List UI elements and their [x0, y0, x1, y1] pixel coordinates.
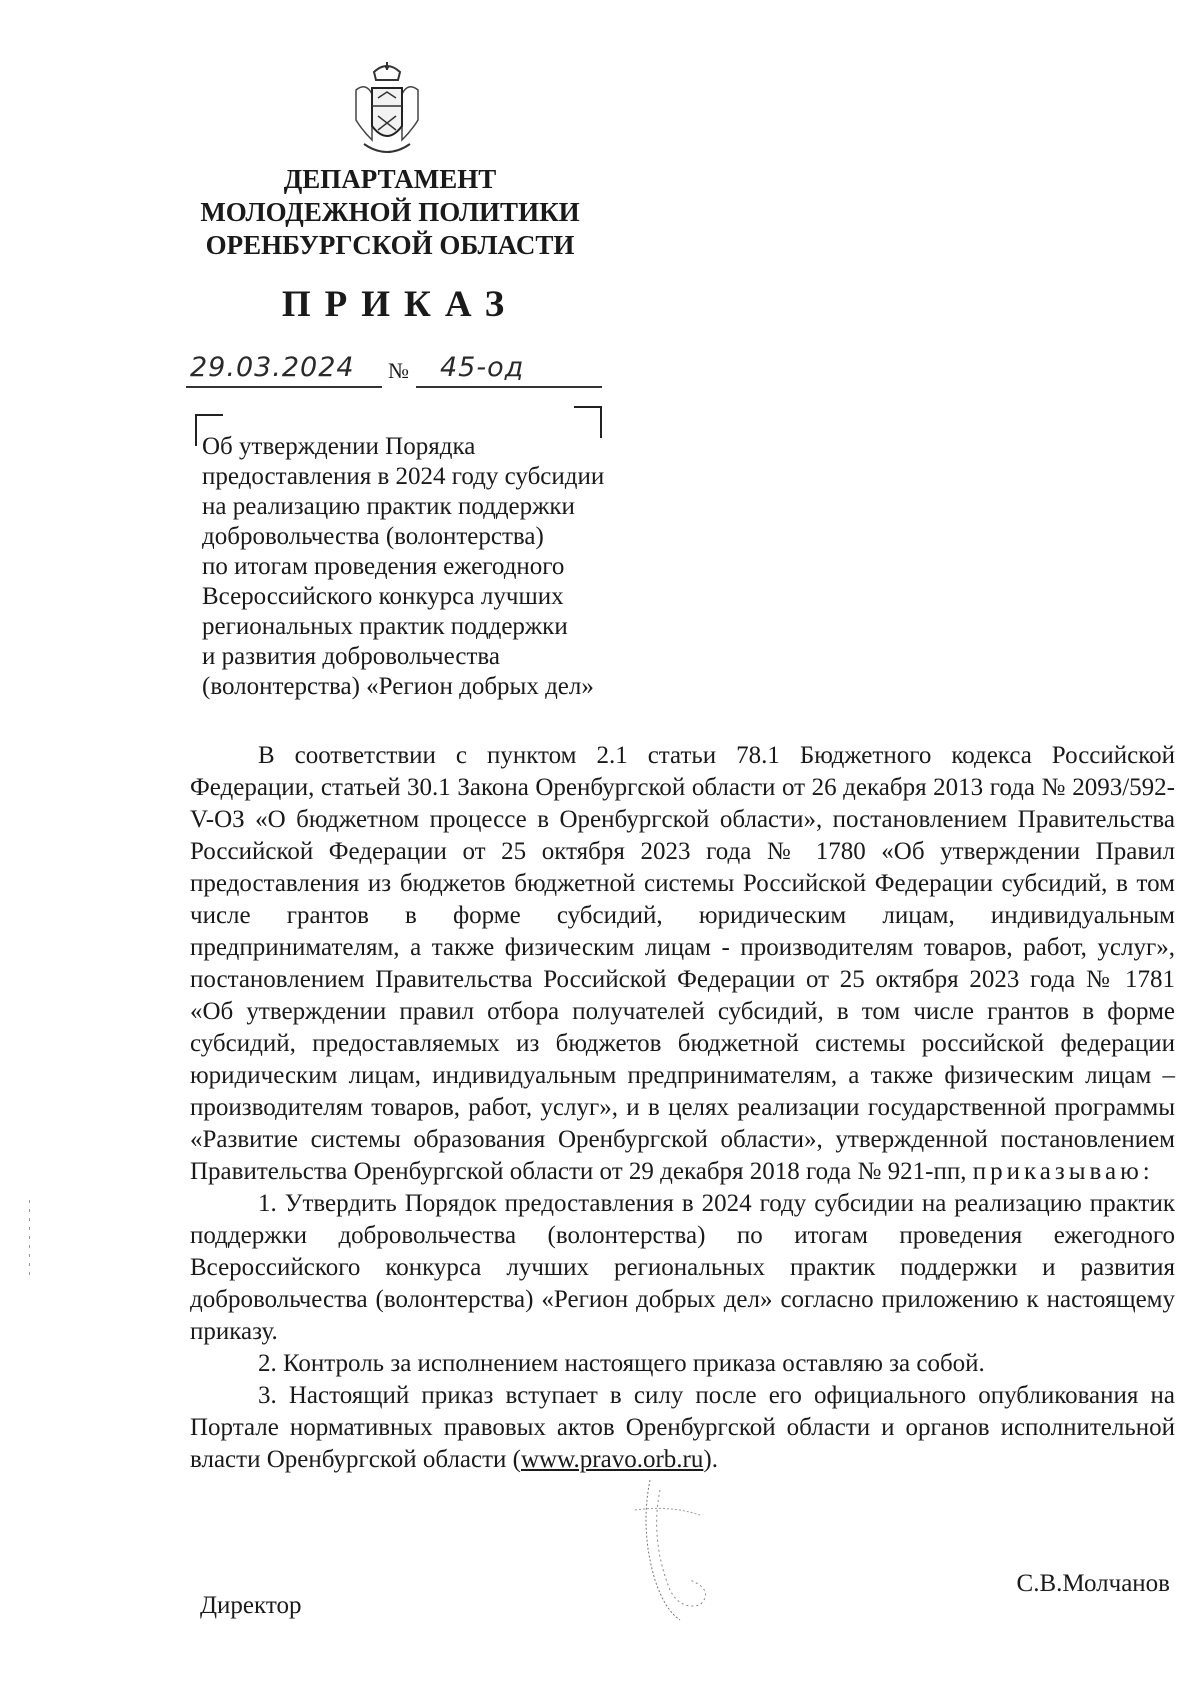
subject-line: и развития добровольчества — [202, 643, 500, 670]
department-name — [190, 163, 590, 262]
order-number: 45-од — [440, 352, 525, 383]
order-word: приказываю: — [972, 1158, 1154, 1185]
order-subject — [202, 432, 672, 702]
signer-name: С.В.Молчанов — [1016, 1570, 1170, 1597]
order-body — [190, 740, 1175, 1476]
department-line-2: МОЛОДЕЖНОЙ ПОЛИТИКИ — [200, 197, 580, 227]
subject-line: (волонтерства) «Регион добрых дел» — [202, 673, 594, 700]
item-2: 2. Контроль за исполнением настоящего приказа оставляю за собой. — [258, 1350, 985, 1377]
number-sign: № — [388, 358, 409, 383]
subject-line: добровольчества (волонтерства) — [202, 523, 544, 550]
department-line-1: ДЕПАРТАМЕНТ — [283, 164, 497, 194]
document-type-title: ПРИКАЗ — [281, 284, 519, 325]
coat-of-arms-emblem — [352, 60, 422, 160]
subject-line: на реализацию практик поддержки — [202, 493, 575, 520]
subject-line: Всероссийского конкурса лучших — [202, 583, 564, 610]
subject-line: предоставления в 2024 году субсидии — [202, 463, 605, 490]
item-1: 1. Утвердить Порядок предоставления в 2024 году субсидии на реализацию практик поддержки добровольчества (волонтерства) по итогам проведения ежегодного Всероссийского конкурса лучших региональных практик поддержки и развития добровольчества (волонтерства) «Регион добрых дел» согласно приложению к настоящему приказу. — [190, 1190, 1175, 1345]
handwritten-signature — [620, 1470, 730, 1630]
registration-line — [186, 352, 606, 392]
scan-artifact-marks — [28, 1200, 31, 1280]
subject-line: региональных практик поддержки — [202, 613, 568, 640]
subject-line: Об утверждении Порядка — [202, 433, 476, 460]
number-underline — [416, 386, 602, 388]
subject-line: по итогам проведения ежегодного — [202, 553, 565, 580]
item-3-end: ). — [703, 1446, 718, 1473]
date-underline — [186, 386, 382, 388]
portal-link[interactable]: www.pravo.orb.ru — [521, 1446, 704, 1473]
signer-position: Директор — [200, 1592, 302, 1619]
preamble-paragraph — [190, 740, 1175, 1188]
item-3-text: 3. Настоящий приказ вступает в силу после его официального опубликования на Портале нормативных правовых актов Оренбургской области и органов исполнительной власти Оренбургской области ( — [190, 1382, 1175, 1473]
department-line-3: ОРЕНБУРГСКОЙ ОБЛАСТИ — [205, 230, 575, 260]
preamble-text: В соответствии с пунктом 2.1 статьи 78.1 Бюджетного кодекса Российской Федерации, статьей 30.1 Закона Оренбургской области от 26 декабря 2013 года № 2093/592-V-ОЗ «О бюджетном процессе в Оренбургской области», постановлением Правительства Российской Федерации от 25 октября 2023 года № 1780 «Об утверждении Правил предоставления из бюджетов бюджетной системы Российской Федерации субсидий, в том числе грантов в форме субсидий, юридическим лицам, индивидуальным предпринимателям, а также физическим лицам - производителям товаров, работ, услуг», постановлением Правительства Российской Федерации от 25 октября 2023 года № 1781 «Об утверждении правил отбора получателей субсидий, в том числе грантов в форме субсидий, предоставляемых из бюджетов бюджетной системы российской федерации юридическим лицам, индивидуальным предпринимателям, а также физическим лицам – производителям товаров, работ, услуг», и в целях реализации государственной программы «Развитие системы образования Оренбургской области», утвержденной постановлением Правительства Оренбургской области от 29 декабря 2018 года № 921-пп, — [190, 742, 1175, 1185]
order-date: 29.03.2024 — [190, 352, 355, 383]
item-3 — [190, 1380, 1175, 1476]
